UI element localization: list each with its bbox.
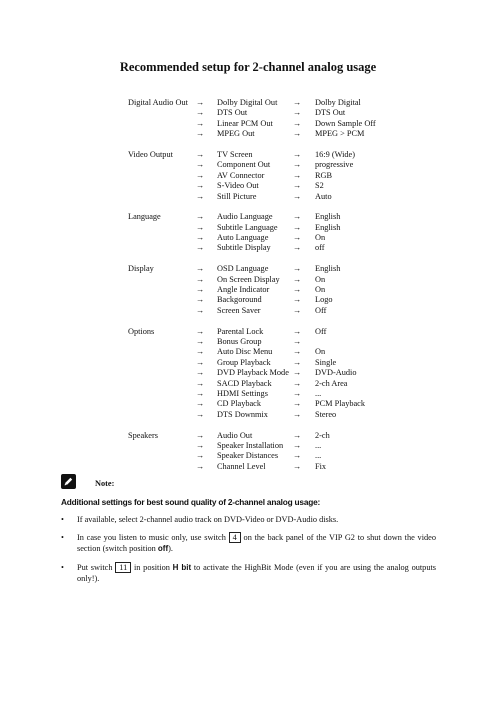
- setting-name: Auto Language: [217, 233, 269, 243]
- page-title: Recommended setup for 2-channel analog usage: [119, 60, 377, 74]
- arrow-icon: →: [196, 264, 205, 274]
- setting-value: progressive: [315, 160, 354, 170]
- setting-name: AV Connector: [217, 170, 265, 180]
- arrow-icon: →: [196, 440, 205, 450]
- arrow-icon: →: [293, 347, 302, 357]
- arrow-icon: →: [293, 295, 302, 305]
- arrow-icon: →: [293, 378, 302, 388]
- setting-name: Bonus Group: [217, 336, 262, 346]
- arrow-icon: →: [196, 336, 205, 346]
- arrow-icon: →: [196, 108, 205, 118]
- arrow-icon: →: [293, 388, 302, 398]
- arrow-icon: →: [293, 399, 302, 409]
- setting-name: TV Screen: [217, 149, 253, 159]
- group-name: Speakers: [128, 430, 158, 440]
- setting-value: On: [315, 274, 326, 284]
- arrow-icon: →: [196, 451, 205, 461]
- arrow-icon: →: [293, 264, 302, 274]
- arrow-icon: →: [293, 451, 302, 461]
- arrow-icon: →: [293, 461, 302, 471]
- arrow-icon: →: [196, 409, 205, 419]
- bullet-text: In case you listen to music only, use switch: [77, 533, 226, 543]
- arrow-icon: →: [293, 233, 302, 243]
- setting-value: Off: [315, 326, 327, 336]
- setting-value: English: [315, 212, 341, 222]
- setting-value: MPEG > PCM: [315, 129, 365, 139]
- arrow-icon: →: [293, 409, 302, 419]
- arrow-icon: →: [196, 274, 205, 284]
- bullet-text: on the back panel of the VIP G2 to shut down the video section (switch position: [77, 533, 436, 554]
- setting-name: Audio Out: [217, 430, 253, 440]
- arrow-icon: →: [196, 461, 205, 471]
- setting-value: 2-ch: [315, 430, 330, 440]
- setting-value: ...: [315, 451, 322, 461]
- arrow-icon: →: [293, 274, 302, 284]
- setting-value: Stereo: [315, 409, 337, 419]
- arrow-icon: →: [196, 305, 205, 315]
- arrow-icon: →: [196, 347, 205, 357]
- setting-value: Dolby Digital: [315, 98, 361, 107]
- arrow-icon: →: [293, 336, 302, 346]
- arrow-icon: →: [293, 181, 302, 191]
- arrow-icon: →: [196, 181, 205, 191]
- setting-name: CD Playback: [217, 399, 262, 409]
- setting-value: Fix: [315, 461, 327, 471]
- arrow-icon: →: [196, 388, 205, 398]
- bullet-text: to activate the HighBit Mode (even if you are using the analog outputs only!).: [77, 562, 436, 583]
- setting-name: Speaker Distances: [217, 451, 279, 461]
- group-name: Options: [128, 326, 155, 336]
- setting-name: Screen Saver: [217, 305, 261, 315]
- switch-position-label: H bit: [172, 562, 192, 572]
- arrow-icon: →: [293, 305, 302, 315]
- group-name: Display: [128, 264, 154, 274]
- setting-value: ...: [315, 388, 322, 398]
- arrow-icon: →: [293, 212, 302, 222]
- list-item: [61, 514, 436, 525]
- arrow-icon: →: [196, 222, 205, 232]
- list-item: [61, 532, 436, 554]
- note-bullet-list: [61, 514, 436, 591]
- setting-name: SACD Playback: [217, 378, 272, 388]
- arrow-icon: →: [196, 326, 205, 336]
- setting-name: HDMI Settings: [217, 388, 268, 398]
- setting-value: off: [315, 243, 325, 253]
- bullet-icon: •: [61, 515, 64, 524]
- arrow-icon: →: [293, 108, 302, 118]
- setting-value: DVD-Audio: [315, 368, 357, 378]
- setting-value: Down Sample Off: [315, 118, 376, 128]
- arrow-icon: →: [293, 243, 302, 253]
- setting-name: S-Video Out: [217, 181, 259, 191]
- arrow-icon: →: [293, 170, 302, 180]
- arrow-icon: →: [293, 430, 302, 440]
- group-name: Language: [128, 212, 161, 222]
- setting-value: On: [315, 347, 326, 357]
- arrow-icon: →: [196, 399, 205, 409]
- setting-name: DTS Out: [217, 108, 248, 118]
- bullet-icon: •: [61, 562, 64, 572]
- arrow-icon: →: [293, 118, 302, 128]
- arrow-icon: →: [293, 357, 302, 367]
- setting-name: DTS Downmix: [217, 409, 268, 419]
- setting-name: Subtitle Language: [217, 222, 278, 232]
- arrow-icon: →: [293, 326, 302, 336]
- note-label: Note:: [95, 479, 115, 488]
- setting-name: MPEG Out: [217, 129, 255, 139]
- setting-value: Auto: [315, 191, 332, 201]
- bullet-text: ).: [168, 544, 173, 554]
- arrow-icon: →: [196, 160, 205, 170]
- arrow-icon: →: [196, 191, 205, 201]
- bullet-text: Put switch: [77, 562, 113, 572]
- arrow-icon: →: [293, 368, 302, 378]
- setting-name: Backgoround: [217, 295, 262, 305]
- setting-name: DVD Playback Mode: [217, 368, 289, 378]
- setting-name: OSD Language: [217, 264, 269, 274]
- note-heading: Additional settings for best sound quality of 2-channel analog usage:: [61, 497, 321, 507]
- setting-value: S2: [315, 181, 324, 191]
- bullet-text: in position: [133, 562, 170, 572]
- bullet-text: If available, select 2-channel audio track on DVD-Video or DVD-Audio disks.: [77, 515, 339, 524]
- setting-name: Still Picture: [217, 191, 257, 201]
- arrow-icon: →: [196, 378, 205, 388]
- setting-name: Audio Language: [217, 212, 273, 222]
- setting-name: Auto Disc Menu: [217, 347, 273, 357]
- arrow-icon: →: [196, 233, 205, 243]
- arrow-icon: →: [293, 191, 302, 201]
- setting-value: On: [315, 233, 326, 243]
- setting-value: Logo: [315, 295, 333, 305]
- arrow-icon: →: [196, 170, 205, 180]
- arrow-icon: →: [196, 357, 205, 367]
- switch-number-box: 4: [229, 532, 241, 543]
- setting-value: On: [315, 285, 326, 295]
- setting-name: Group Playback: [217, 357, 271, 367]
- group-name: Video Output: [128, 149, 173, 159]
- setting-value: DTS Out: [315, 108, 346, 118]
- setting-name: On Screen Display: [217, 274, 280, 284]
- setting-name: Channel Level: [217, 461, 266, 471]
- setting-name: Parental Lock: [217, 326, 264, 336]
- arrow-icon: →: [196, 285, 205, 295]
- arrow-icon: →: [196, 129, 205, 139]
- arrow-icon: →: [293, 160, 302, 170]
- setting-name: Subtitle Display: [217, 243, 271, 253]
- group-name: Digital Audio Out: [128, 98, 188, 107]
- arrow-icon: →: [196, 212, 205, 222]
- setting-value: Single: [315, 357, 337, 367]
- setting-value: English: [315, 264, 341, 274]
- setting-value: English: [315, 222, 341, 232]
- setting-value: PCM Playback: [315, 399, 366, 409]
- setting-name: Dolby Digital Out: [217, 98, 278, 107]
- setting-name: Component Out: [217, 160, 271, 170]
- arrow-icon: →: [196, 149, 205, 159]
- list-item: [61, 562, 436, 584]
- setting-value: ...: [315, 440, 322, 450]
- arrow-icon: →: [196, 368, 205, 378]
- switch-number-box: 11: [115, 562, 131, 573]
- arrow-icon: →: [196, 118, 205, 128]
- arrow-icon: →: [293, 98, 302, 107]
- arrow-icon: →: [196, 430, 205, 440]
- bullet-icon: •: [61, 533, 64, 543]
- setting-name: Angle Indicator: [217, 285, 270, 295]
- setting-value: 2-ch Area: [315, 378, 348, 388]
- note-pencil-icon: [61, 474, 76, 489]
- switch-position-label: off: [157, 544, 169, 554]
- arrow-icon: →: [293, 440, 302, 450]
- arrow-icon: →: [293, 129, 302, 139]
- arrow-icon: →: [293, 285, 302, 295]
- setting-value: RGB: [315, 170, 333, 180]
- arrow-icon: →: [196, 295, 205, 305]
- arrow-icon: →: [196, 243, 205, 253]
- setting-name: Linear PCM Out: [217, 118, 273, 128]
- arrow-icon: →: [196, 98, 205, 107]
- arrow-icon: →: [293, 149, 302, 159]
- arrow-icon: →: [293, 222, 302, 232]
- setting-value: Off: [315, 305, 327, 315]
- setting-value: 16:9 (Wide): [315, 149, 355, 159]
- setting-name: Speaker Installation: [217, 440, 284, 450]
